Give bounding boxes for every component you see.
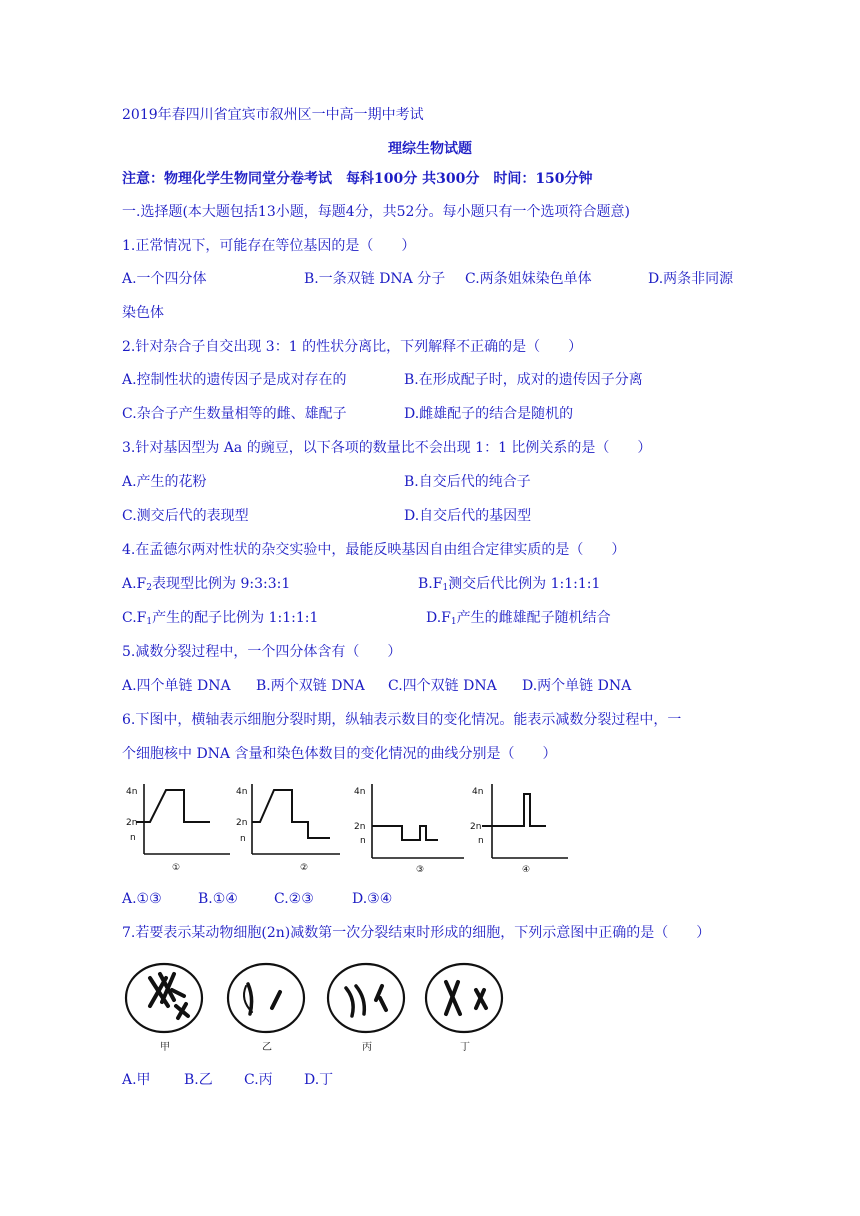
- q1-option-c: C.两条姐妹染色单体: [465, 271, 592, 287]
- graph2-label-2n: 2n: [236, 818, 248, 828]
- graph4-label-n: n: [478, 836, 484, 846]
- cell-label-ding: 丁: [460, 1042, 470, 1053]
- q1-option-d-cont: 染色体: [122, 305, 164, 321]
- q1-option-a: A.一个四分体: [122, 271, 207, 287]
- graph2-number: ②: [300, 863, 309, 873]
- graph-1: [136, 784, 230, 854]
- cell-bing: [328, 964, 404, 1032]
- graph1-number: ①: [172, 863, 181, 873]
- q5-option-a: A.四个单链 DNA: [122, 678, 231, 694]
- q7-option-a: A.甲: [122, 1072, 151, 1088]
- cell-label-yi: 乙: [262, 1042, 272, 1053]
- q4-option-a: $A.F_2$表现型比例为 9:3:3:1: [122, 576, 291, 593]
- q2-option-d: D.雌雄配子的结合是随机的: [404, 406, 574, 422]
- question-3-stem: 3.针对基因型为 Aa 的豌豆，以下各项的数量比不会出现 1：1 比例关系的是（ ）: [122, 440, 652, 456]
- q7-option-d: D.丁: [304, 1072, 334, 1088]
- q5-option-d: D.两个单链 DNA: [522, 678, 632, 694]
- graph3-label-2n: 2n: [354, 822, 366, 832]
- q7-option-b: B.乙: [184, 1072, 213, 1088]
- q3-option-c: C.测交后代的表现型: [122, 508, 249, 524]
- q4-option-b: $B.F_1$测交后代比例为 1:1:1:1: [418, 576, 601, 593]
- q1-option-d: D.两条非同源: [648, 271, 734, 287]
- q5-option-b: B.两个双链 DNA: [256, 678, 365, 694]
- q2-option-a: A.控制性状的遗传因子是成对存在的: [122, 372, 347, 388]
- cell-label-bing: 丙: [362, 1042, 372, 1053]
- q4-option-c: $C.F_1$产生的配子比例为 1:1:1:1: [122, 610, 319, 627]
- dna-chromosome-graphs-figure: [120, 772, 580, 878]
- q6-option-a: A.①③: [122, 891, 162, 907]
- question-2-stem: 2.针对杂合子自交出现 3：1 的性状分离比，下列解释不正确的是（ ）: [122, 339, 583, 355]
- section-heading: 一.选择题(本大题包括13小题，每题4分，共52分。每小题只有一个选项符合题意): [122, 204, 630, 220]
- q6-option-d: D.③④: [352, 891, 393, 907]
- graph3-number: ③: [416, 865, 425, 875]
- q6-option-c: C.②③: [274, 891, 314, 907]
- question-7-stem: 7.若要表示某动物细胞(2n)减数第一次分裂结束时形成的细胞，下列示意图中正确的是（ ）: [122, 925, 711, 941]
- q3-option-d: D.自交后代的基因型: [404, 508, 532, 524]
- q2-option-b: B.在形成配子时，成对的遗传因子分离: [404, 372, 643, 388]
- graph3-label-n: n: [360, 836, 366, 846]
- exam-name: 2019年春四川省宜宾市叙州区一中高一期中考试: [122, 107, 424, 123]
- graph-3: [372, 784, 464, 858]
- q3-option-b: B.自交后代的纯合子: [404, 474, 531, 490]
- cell-yi: [228, 964, 304, 1032]
- graph2-label-n: n: [240, 834, 246, 844]
- question-5-stem: 5.减数分裂过程中，一个四分体含有（ ）: [122, 644, 402, 660]
- q2-option-c: C.杂合子产生数量相等的雌、雄配子: [122, 406, 347, 422]
- exam-notice: 注意：物理化学生物同堂分卷考试 每科100分 共300分 时间：150分钟: [122, 171, 593, 187]
- question-6-stem-line1: 6.下图中，横轴表示细胞分裂时期，纵轴表示数目的变化情况。能表示减数分裂过程中，一: [122, 712, 682, 728]
- cell-diagrams-figure: [120, 956, 520, 1056]
- q3-option-a: A.产生的花粉: [122, 474, 207, 490]
- q4-option-d: $D.F_1$产生的雌雄配子随机结合: [426, 610, 611, 627]
- subject-title: 理综生物试题: [388, 141, 472, 157]
- graph4-number: ④: [522, 865, 531, 875]
- q5-option-c: C.四个双链 DNA: [388, 678, 497, 694]
- question-4-stem: 4.在孟德尔两对性状的杂交实验中，最能反映基因自由组合定律实质的是（ ）: [122, 542, 626, 558]
- graph3-label-4n: 4n: [354, 787, 366, 797]
- graph1-label-2n: 2n: [126, 818, 138, 828]
- graph-4: [482, 784, 568, 858]
- question-6-stem-line2: 个细胞核中 DNA 含量和染色体数目的变化情况的曲线分别是（ ）: [122, 746, 557, 762]
- q7-option-c: C.丙: [244, 1072, 273, 1088]
- cell-ding: [426, 964, 502, 1032]
- graph4-label-4n: 4n: [472, 787, 484, 797]
- graph2-label-4n: 4n: [236, 787, 248, 797]
- graph-2: [252, 784, 340, 854]
- cell-label-jia: 甲: [160, 1042, 170, 1053]
- question-1-stem: 1.正常情况下，可能存在等位基因的是（ ）: [122, 238, 416, 254]
- graph1-label-4n: 4n: [126, 787, 138, 797]
- graph4-label-2n: 2n: [470, 822, 482, 832]
- q6-option-b: B.①④: [198, 891, 238, 907]
- graph1-label-n: n: [130, 833, 136, 843]
- q1-option-b: B.一条双链 DNA 分子: [304, 271, 446, 287]
